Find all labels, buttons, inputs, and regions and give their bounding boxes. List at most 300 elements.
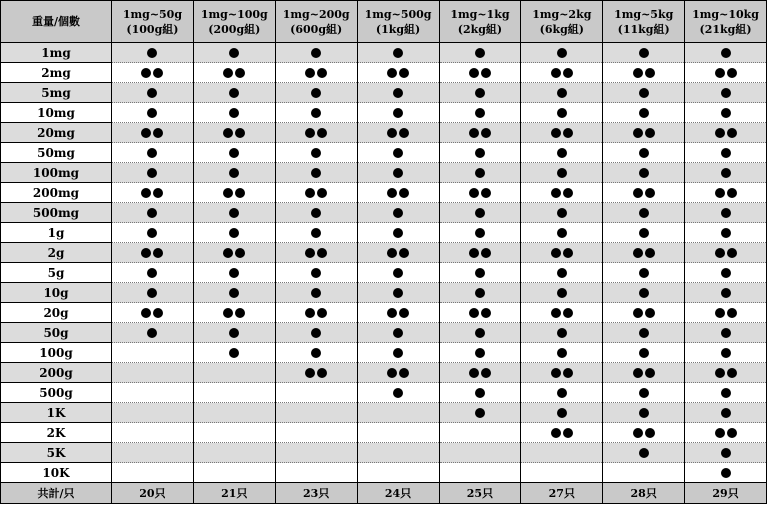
- dot-icon: [645, 128, 655, 138]
- count-cell: [357, 403, 439, 423]
- table-body: [1, 43, 767, 483]
- count-cell: [275, 223, 357, 243]
- total-cell: 28只: [603, 483, 685, 504]
- dot-icon: [229, 168, 239, 178]
- dot-icon: [147, 88, 157, 98]
- count-cell: [193, 423, 275, 443]
- dot-icon: [141, 128, 151, 138]
- table-row: [1, 363, 767, 383]
- count-cell: [685, 343, 767, 363]
- dot-icon: [639, 328, 649, 338]
- dot-icon: [721, 288, 731, 298]
- table-row: [1, 423, 767, 443]
- dot-icon: [387, 68, 397, 78]
- count-cell: [112, 263, 194, 283]
- count-cell: [275, 163, 357, 183]
- weight-label: 50g: [1, 323, 112, 343]
- table-row: [1, 263, 767, 283]
- count-cell: [112, 423, 194, 443]
- dot-icon: [235, 188, 245, 198]
- table-row: [1, 303, 767, 323]
- dot-icon: [721, 108, 731, 118]
- count-cell: [685, 463, 767, 483]
- count-cell: [439, 43, 521, 63]
- dot-icon: [399, 248, 409, 258]
- dot-icon: [633, 188, 643, 198]
- dot-icon: [399, 308, 409, 318]
- count-cell: [521, 263, 603, 283]
- dot-icon: [475, 228, 485, 238]
- dot-icon: [563, 428, 573, 438]
- table-row: [1, 123, 767, 143]
- count-cell: [439, 283, 521, 303]
- count-cell: [275, 123, 357, 143]
- weight-label: 10K: [1, 463, 112, 483]
- dot-icon: [229, 288, 239, 298]
- dot-icon: [311, 348, 321, 358]
- count-cell: [685, 103, 767, 123]
- dot-icon: [721, 88, 731, 98]
- dot-icon: [639, 208, 649, 218]
- dot-icon: [223, 188, 233, 198]
- count-cell: [685, 183, 767, 203]
- count-cell: [275, 183, 357, 203]
- dot-icon: [481, 128, 491, 138]
- dot-icon: [715, 368, 725, 378]
- count-cell: [521, 343, 603, 363]
- count-cell: [193, 243, 275, 263]
- dot-icon: [721, 208, 731, 218]
- dot-icon: [393, 148, 403, 158]
- count-cell: [193, 463, 275, 483]
- count-cell: [112, 303, 194, 323]
- count-cell: [521, 323, 603, 343]
- count-cell: [521, 243, 603, 263]
- dot-icon: [317, 368, 327, 378]
- dot-icon: [305, 188, 315, 198]
- table-row: [1, 203, 767, 223]
- count-cell: [603, 123, 685, 143]
- dot-icon: [305, 248, 315, 258]
- count-cell: [685, 263, 767, 283]
- count-cell: [685, 123, 767, 143]
- column-set: (6kg組): [539, 22, 584, 36]
- count-cell: [603, 223, 685, 243]
- dot-icon: [317, 248, 327, 258]
- count-cell: [685, 283, 767, 303]
- dot-icon: [645, 368, 655, 378]
- total-cell: 24只: [357, 483, 439, 504]
- count-cell: [357, 223, 439, 243]
- count-cell: [521, 83, 603, 103]
- count-cell: [275, 283, 357, 303]
- dot-icon: [147, 148, 157, 158]
- count-cell: [685, 383, 767, 403]
- count-cell: [603, 163, 685, 183]
- dot-icon: [715, 308, 725, 318]
- column-range: 1mg~200g: [282, 7, 350, 21]
- count-cell: [357, 183, 439, 203]
- table-row: [1, 323, 767, 343]
- dot-icon: [311, 168, 321, 178]
- dot-icon: [475, 148, 485, 158]
- count-cell: [275, 43, 357, 63]
- dot-icon: [721, 388, 731, 398]
- count-cell: [193, 363, 275, 383]
- weight-label: 1K: [1, 403, 112, 423]
- count-cell: [521, 403, 603, 423]
- count-cell: [112, 163, 194, 183]
- weight-label: 20mg: [1, 123, 112, 143]
- count-cell: [439, 303, 521, 323]
- count-cell: [193, 283, 275, 303]
- dot-icon: [633, 428, 643, 438]
- dot-icon: [721, 48, 731, 58]
- count-cell: [521, 223, 603, 243]
- count-cell: [439, 383, 521, 403]
- table-row: [1, 383, 767, 403]
- count-cell: [439, 123, 521, 143]
- dot-icon: [147, 168, 157, 178]
- dot-icon: [393, 48, 403, 58]
- dot-icon: [563, 68, 573, 78]
- dot-icon: [557, 228, 567, 238]
- dot-icon: [147, 108, 157, 118]
- count-cell: [112, 203, 194, 223]
- total-cell: 23只: [275, 483, 357, 504]
- dot-icon: [147, 268, 157, 278]
- dot-icon: [481, 188, 491, 198]
- count-cell: [439, 423, 521, 443]
- dot-icon: [639, 228, 649, 238]
- table-row: [1, 43, 767, 63]
- dot-icon: [317, 128, 327, 138]
- count-cell: [112, 103, 194, 123]
- count-cell: [685, 303, 767, 323]
- weight-label: 5K: [1, 443, 112, 463]
- count-cell: [112, 223, 194, 243]
- dot-icon: [229, 48, 239, 58]
- count-cell: [112, 343, 194, 363]
- weight-label: 50mg: [1, 143, 112, 163]
- dot-icon: [305, 128, 315, 138]
- count-cell: [112, 463, 194, 483]
- count-cell: [275, 143, 357, 163]
- count-cell: [603, 243, 685, 263]
- count-cell: [603, 363, 685, 383]
- count-cell: [357, 43, 439, 63]
- count-cell: [521, 63, 603, 83]
- dot-icon: [551, 248, 561, 258]
- dot-icon: [153, 68, 163, 78]
- dot-icon: [645, 308, 655, 318]
- dot-icon: [557, 348, 567, 358]
- dot-icon: [721, 168, 731, 178]
- count-cell: [439, 263, 521, 283]
- count-cell: [439, 403, 521, 423]
- weight-label: 10g: [1, 283, 112, 303]
- count-cell: [685, 243, 767, 263]
- dot-icon: [311, 228, 321, 238]
- column-range: 1mg~2kg: [532, 7, 592, 21]
- count-cell: [193, 43, 275, 63]
- count-cell: [439, 163, 521, 183]
- count-cell: [685, 363, 767, 383]
- weight-label: 2mg: [1, 63, 112, 83]
- count-cell: [357, 83, 439, 103]
- column-set: (11kg組): [617, 22, 670, 36]
- dot-icon: [393, 208, 403, 218]
- count-cell: [193, 263, 275, 283]
- column-set: (200g組): [208, 22, 261, 36]
- dot-icon: [639, 348, 649, 358]
- table-row: [1, 63, 767, 83]
- table-row: [1, 403, 767, 423]
- count-cell: [275, 243, 357, 263]
- dot-icon: [645, 428, 655, 438]
- dot-icon: [469, 188, 479, 198]
- dot-icon: [223, 128, 233, 138]
- total-label: 共計/只: [1, 483, 112, 504]
- count-cell: [439, 63, 521, 83]
- dot-icon: [153, 188, 163, 198]
- weight-label: 10mg: [1, 103, 112, 123]
- dot-icon: [563, 308, 573, 318]
- dot-icon: [153, 308, 163, 318]
- count-cell: [521, 203, 603, 223]
- dot-icon: [311, 48, 321, 58]
- count-cell: [193, 103, 275, 123]
- dot-icon: [563, 248, 573, 258]
- dot-icon: [721, 468, 731, 478]
- column-set: (2kg組): [457, 22, 503, 36]
- column-header: [603, 1, 685, 43]
- dot-icon: [229, 268, 239, 278]
- dot-icon: [475, 108, 485, 118]
- weight-label: 100g: [1, 343, 112, 363]
- dot-icon: [311, 88, 321, 98]
- count-cell: [603, 303, 685, 323]
- count-cell: [357, 363, 439, 383]
- count-cell: [685, 203, 767, 223]
- dot-icon: [235, 68, 245, 78]
- column-range: 1mg~5kg: [614, 7, 674, 21]
- dot-icon: [721, 268, 731, 278]
- count-cell: [112, 63, 194, 83]
- dot-icon: [557, 288, 567, 298]
- weight-label: 5g: [1, 263, 112, 283]
- dot-icon: [727, 68, 737, 78]
- count-cell: [193, 143, 275, 163]
- total-cell: 21只: [193, 483, 275, 504]
- count-cell: [275, 83, 357, 103]
- count-cell: [603, 143, 685, 163]
- dot-icon: [153, 128, 163, 138]
- weight-label: 500mg: [1, 203, 112, 223]
- dot-icon: [475, 168, 485, 178]
- dot-icon: [147, 328, 157, 338]
- dot-icon: [229, 348, 239, 358]
- dot-icon: [557, 48, 567, 58]
- dot-icon: [147, 208, 157, 218]
- dot-icon: [469, 68, 479, 78]
- dot-icon: [141, 68, 151, 78]
- count-cell: [193, 203, 275, 223]
- dot-icon: [557, 168, 567, 178]
- dot-icon: [727, 368, 737, 378]
- count-cell: [521, 183, 603, 203]
- dot-icon: [393, 168, 403, 178]
- count-cell: [193, 123, 275, 143]
- count-cell: [603, 203, 685, 223]
- dot-icon: [475, 288, 485, 298]
- dot-icon: [645, 248, 655, 258]
- dot-icon: [317, 68, 327, 78]
- count-cell: [357, 283, 439, 303]
- count-cell: [275, 343, 357, 363]
- count-cell: [275, 263, 357, 283]
- dot-icon: [393, 388, 403, 398]
- count-cell: [275, 63, 357, 83]
- column-range: 1mg~500g: [364, 7, 432, 21]
- dot-icon: [727, 188, 737, 198]
- count-cell: [439, 183, 521, 203]
- dot-icon: [481, 248, 491, 258]
- count-cell: [603, 283, 685, 303]
- dot-icon: [563, 128, 573, 138]
- table-row: [1, 243, 767, 263]
- dot-icon: [475, 48, 485, 58]
- dot-icon: [645, 188, 655, 198]
- count-cell: [275, 203, 357, 223]
- dot-icon: [229, 108, 239, 118]
- dot-icon: [387, 128, 397, 138]
- count-cell: [357, 383, 439, 403]
- dot-icon: [229, 228, 239, 238]
- dot-icon: [141, 308, 151, 318]
- count-cell: [603, 443, 685, 463]
- count-cell: [357, 243, 439, 263]
- dot-icon: [387, 188, 397, 198]
- dot-icon: [563, 368, 573, 378]
- count-cell: [193, 383, 275, 403]
- dot-icon: [229, 208, 239, 218]
- weight-label: 2g: [1, 243, 112, 263]
- count-cell: [685, 143, 767, 163]
- count-cell: [275, 323, 357, 343]
- dot-icon: [475, 408, 485, 418]
- dot-icon: [235, 128, 245, 138]
- dot-icon: [481, 308, 491, 318]
- dot-icon: [147, 228, 157, 238]
- dot-icon: [633, 248, 643, 258]
- total-cell: 29只: [685, 483, 767, 504]
- count-cell: [357, 303, 439, 323]
- weight-label: 5mg: [1, 83, 112, 103]
- count-cell: [521, 383, 603, 403]
- count-cell: [603, 103, 685, 123]
- count-cell: [603, 183, 685, 203]
- count-cell: [439, 243, 521, 263]
- dot-icon: [387, 248, 397, 258]
- dot-icon: [551, 428, 561, 438]
- count-cell: [275, 403, 357, 423]
- dot-icon: [469, 128, 479, 138]
- count-cell: [112, 403, 194, 423]
- count-cell: [193, 303, 275, 323]
- dot-icon: [305, 368, 315, 378]
- weight-label: 200g: [1, 363, 112, 383]
- count-cell: [521, 423, 603, 443]
- count-cell: [521, 463, 603, 483]
- count-cell: [193, 403, 275, 423]
- count-cell: [275, 423, 357, 443]
- count-cell: [439, 223, 521, 243]
- dot-icon: [721, 328, 731, 338]
- count-cell: [439, 443, 521, 463]
- dot-icon: [229, 328, 239, 338]
- dot-icon: [639, 48, 649, 58]
- count-cell: [685, 443, 767, 463]
- dot-icon: [393, 268, 403, 278]
- table-row: [1, 443, 767, 463]
- dot-icon: [715, 428, 725, 438]
- column-set: (100g組): [126, 22, 179, 36]
- count-cell: [685, 323, 767, 343]
- count-cell: [603, 323, 685, 343]
- table-row: [1, 183, 767, 203]
- dot-icon: [715, 128, 725, 138]
- count-cell: [603, 403, 685, 423]
- total-row: [1, 483, 767, 504]
- dot-icon: [551, 68, 561, 78]
- dot-icon: [727, 248, 737, 258]
- count-cell: [193, 83, 275, 103]
- count-cell: [685, 43, 767, 63]
- dot-icon: [475, 348, 485, 358]
- dot-icon: [311, 148, 321, 158]
- column-range: 1mg~50g: [122, 7, 183, 21]
- weight-label: 1g: [1, 223, 112, 243]
- dot-icon: [645, 68, 655, 78]
- corner-header: 重量/個數: [1, 1, 112, 43]
- count-cell: [275, 103, 357, 123]
- dot-icon: [475, 388, 485, 398]
- total-cell: 27只: [521, 483, 603, 504]
- count-cell: [357, 203, 439, 223]
- dot-icon: [311, 328, 321, 338]
- count-cell: [685, 83, 767, 103]
- table-row: [1, 163, 767, 183]
- count-cell: [685, 423, 767, 443]
- dot-icon: [223, 248, 233, 258]
- dot-icon: [317, 308, 327, 318]
- weight-label: 2K: [1, 423, 112, 443]
- dot-icon: [721, 228, 731, 238]
- dot-icon: [563, 188, 573, 198]
- count-cell: [112, 83, 194, 103]
- dot-icon: [311, 288, 321, 298]
- dot-icon: [551, 308, 561, 318]
- dot-icon: [305, 308, 315, 318]
- column-header: [275, 1, 357, 43]
- weight-label: 100mg: [1, 163, 112, 183]
- dot-icon: [721, 148, 731, 158]
- dot-icon: [557, 148, 567, 158]
- dot-icon: [387, 308, 397, 318]
- table-row: [1, 143, 767, 163]
- table-row: [1, 103, 767, 123]
